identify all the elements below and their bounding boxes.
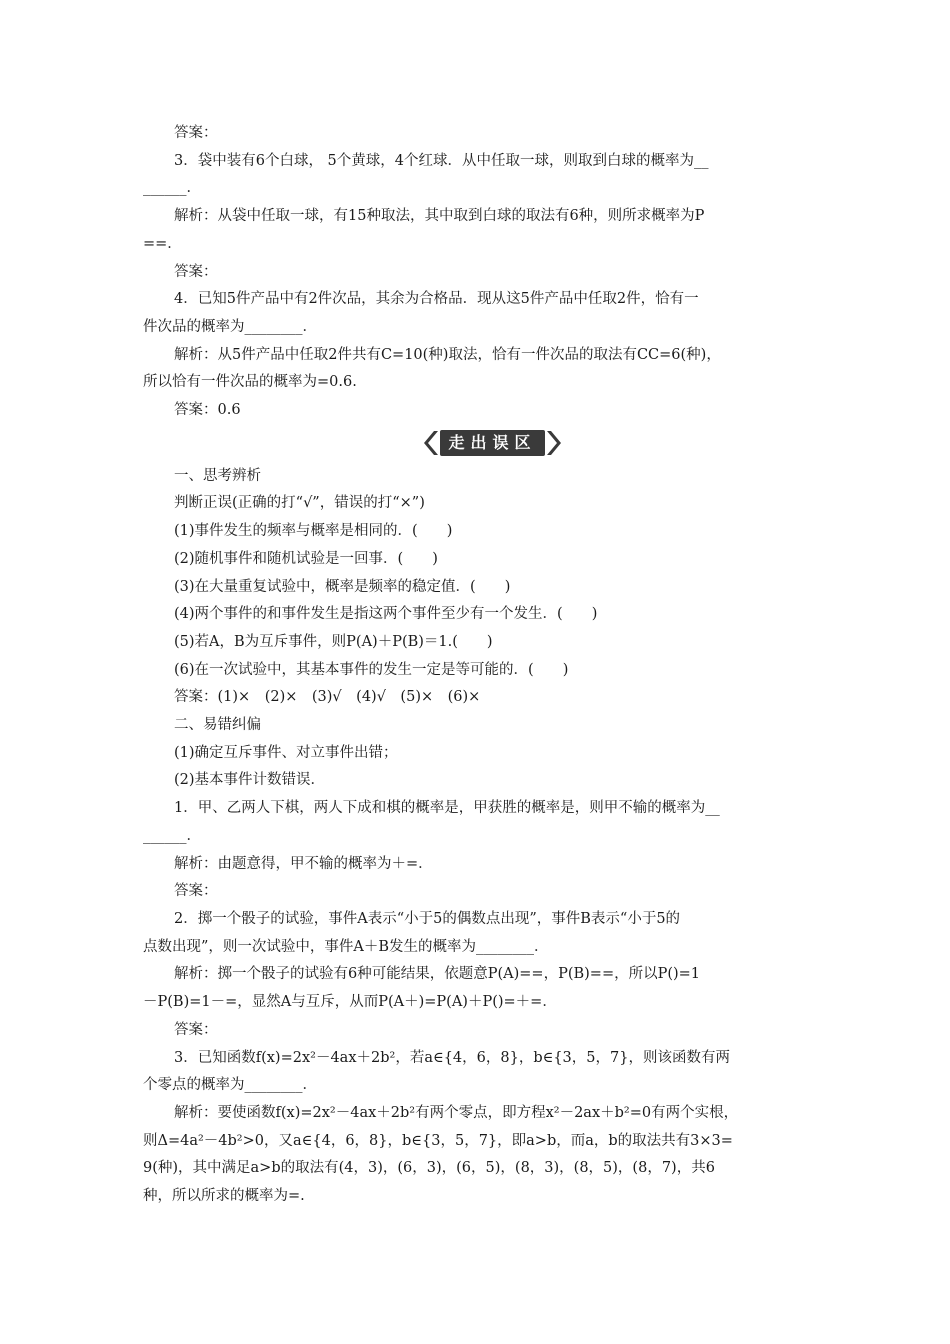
right-chevron-icon <box>545 430 561 456</box>
text-line: 9(种)，其中满足a>b的取法有(4，3)，(6，3)，(6，5)，(8，3)，(8，5)，(8，7)，共6 <box>143 1160 715 1177</box>
text-line: 答案：(1)× (2)× (3)√ (4)√ (5)× (6)× <box>174 689 481 706</box>
text-line: 种，所以所求的概率为=. <box>143 1188 305 1205</box>
banner-label: 走出误区 <box>440 430 545 456</box>
text-line: (5)若A，B为互斥事件，则P(A)＋P(B)＝1.( ) <box>174 633 493 650</box>
text-line: (4)两个事件的和事件发生是指这两个事件至少有一个发生．( ) <box>174 606 598 623</box>
text-line: 2．掷一个骰子的试验，事件A表示“小于5的偶数点出现”，事件B表示“小于5的 <box>174 910 681 927</box>
text-line: (2)随机事件和随机试验是一回事．( ) <box>174 550 438 567</box>
text-line: (2)基本事件计数错误． <box>174 772 326 789</box>
text-line: 答案： <box>174 883 218 900</box>
text-line: 个零点的概率为________． <box>143 1077 317 1094</box>
section-banner <box>143 429 808 459</box>
text-line: 3．袋中装有6个白球， 5个黄球，4个红球．从中任取一球，则取到白球的概率为__ <box>174 152 709 169</box>
text-line: 解析：掷一个骰子的试验有6种可能结果，依题意P(A)==，P(B)==，所以P()=1 <box>174 966 701 983</box>
text-line: (1)确定互斥事件、对立事件出错； <box>174 744 398 761</box>
text-line: 件次品的概率为________． <box>143 318 317 335</box>
text-line: 所以恰有一件次品的概率为=0.6. <box>143 374 357 391</box>
text-line: 1．甲、乙两人下棋，两人下成和棋的概率是，甲获胜的概率是，则甲不输的概率为__ <box>174 800 720 817</box>
text-line: 则Δ=4a²－4b²>0，又a∈{4，6，8}，b∈{3，5，7}，即a>b，而a，b的取法共有3×3= <box>143 1132 733 1149</box>
left-chevron-icon <box>424 430 440 456</box>
text-line: －P(B)=1－=，显然A与互斥，从而P(A＋)=P(A)＋P()=＋=． <box>143 994 557 1011</box>
text-line: 解析：从袋中任取一球，有15种取法，其中取到白球的取法有6种，则所求概率为P <box>174 208 705 225</box>
text-line: (6)在一次试验中，其基本事件的发生一定是等可能的．( ) <box>174 661 569 678</box>
text-line: ==． <box>143 235 182 252</box>
text-line: 答案： <box>174 1021 218 1038</box>
text-line: 判断正误(正确的打“√”，错误的打“×”) <box>174 495 425 512</box>
text-line: 4．已知5件产品中有2件次品，其余为合格品．现从这5件产品中任取2件，恰有一 <box>174 291 699 308</box>
text-line: 3．已知函数f(x)=2x²－4ax＋2b²，若a∈{4，6，8}，b∈{3，5，7}，则该函数有两 <box>174 1049 730 1066</box>
document-page <box>143 120 808 1211</box>
text-line: 解析：从5件产品中任取2件共有C=10(种)取法，恰有一件次品的取法有CC=6(种)， <box>174 346 721 363</box>
text-line: 解析：要使函数f(x)=2x²－4ax＋2b²有两个零点，即方程x²－2ax＋b²=0有两个实根， <box>174 1104 739 1121</box>
section-heading: 一、思考辨析 <box>174 467 261 484</box>
text-line: ______． <box>143 180 201 197</box>
banner-frame <box>424 430 561 456</box>
text-line: 答案： <box>174 263 218 280</box>
text-line: 答案： <box>174 125 218 141</box>
text-line: 答案：0.6 <box>174 402 241 419</box>
text-line: (1)事件发生的频率与概率是相同的．( ) <box>174 523 453 540</box>
text-line: 点数出现”，则一次试验中，事件A＋B发生的概率为________． <box>143 938 549 955</box>
text-line: 解析：由题意得，甲不输的概率为＋=． <box>174 855 433 872</box>
text-line: ______． <box>143 827 201 844</box>
section-heading: 二、易错纠偏 <box>174 717 261 734</box>
text-line: (3)在大量重复试验中，概率是频率的稳定值．( ) <box>174 578 511 595</box>
